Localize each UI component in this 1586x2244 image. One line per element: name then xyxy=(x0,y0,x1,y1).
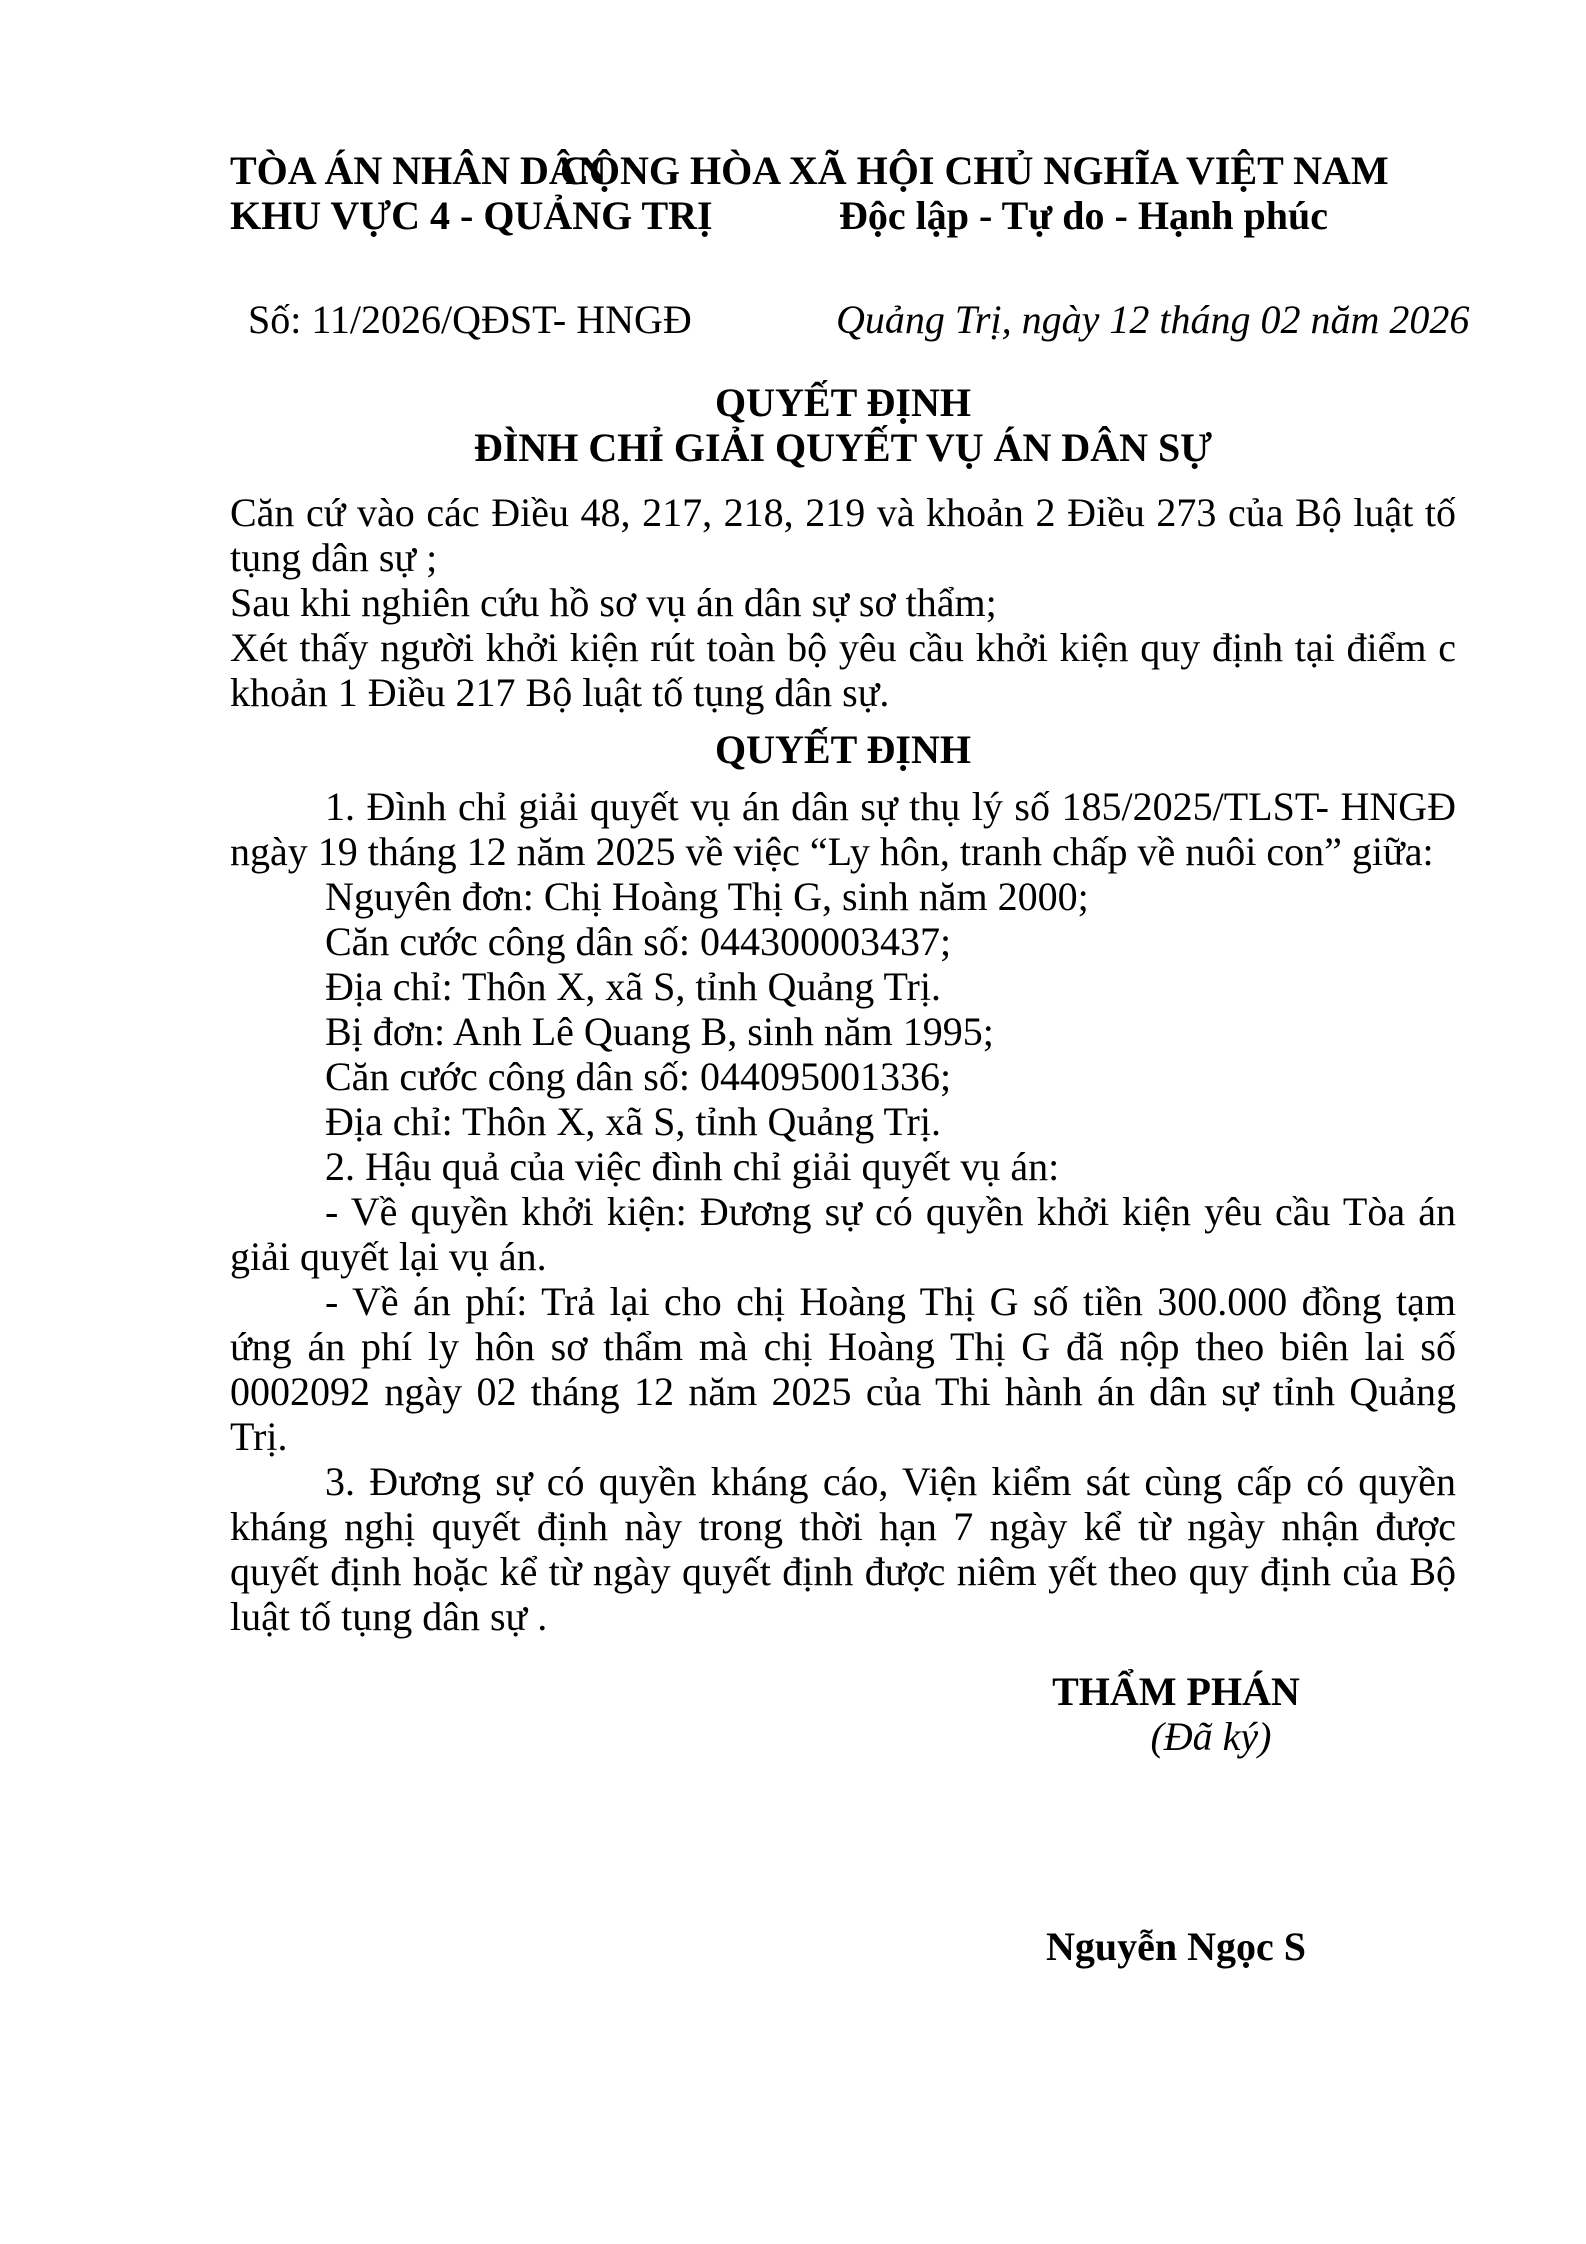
decision-heading: QUYẾT ĐỊNH xyxy=(715,727,971,772)
right-to-sue-line: - Về quyền khởi kiện: Đương sự có quyền khởi kiện yêu cầu Tòa án giải quyết lại vụ án. xyxy=(230,1189,1456,1279)
court-name-line1: TÒA ÁN NHÂN DÂN xyxy=(230,148,607,193)
signer-name: Nguyễn Ngọc S xyxy=(1045,1924,1307,1969)
preamble-line: Sau khi nghiên cứu hồ sơ vụ án dân sự sơ thẩm; xyxy=(230,580,997,625)
plaintiff-id-line: Căn cước công dân số: 044300003437; xyxy=(325,919,952,964)
signature-block xyxy=(896,1669,1456,1969)
defendant-id-line: Căn cước công dân số: 044095001336; xyxy=(325,1054,952,1099)
title-line2: ĐÌNH CHỈ GIẢI QUYẾT VỤ ÁN DÂN SỰ xyxy=(473,425,1213,470)
signer-role: THẨM PHÁN xyxy=(1052,1669,1300,1714)
national-motto-line2: Độc lập - Tự do - Hạnh phúc xyxy=(839,193,1328,238)
preamble-line: Xét thấy người khởi kiện rút toàn bộ yêu cầu khởi kiện quy định tại điểm c khoản 1 Điều 217 Bộ luật tố tụng dân sự. xyxy=(230,625,1456,715)
decision-item-3: 3. Đương sự có quyền kháng cáo, Viện kiểm sát cùng cấp có quyền kháng nghị quyết định này trong thời hạn 7 ngày kể từ ngày nhận được quyết định hoặc kể từ ngày quyết định được niêm yết theo quy định của Bộ luật tố tụng dân sự . xyxy=(230,1459,1456,1639)
decision-item-2: 2. Hậu quả của việc đình chỉ giải quyết vụ án: xyxy=(325,1144,1060,1189)
preamble-line: Căn cứ vào các Điều 48, 217, 218, 219 và khoản 2 Điều 273 của Bộ luật tố tụng dân sự ; xyxy=(230,490,1456,580)
plaintiff-line: Nguyên đơn: Chị Hoàng Thị G, sinh năm 2000; xyxy=(325,874,1089,919)
plaintiff-address-line: Địa chỉ: Thôn X, xã S, tỉnh Quảng Trị. xyxy=(325,964,941,1009)
national-motto-line1: CỘNG HÒA XÃ HỘI CHỦ NGHĨA VIỆT NAM xyxy=(560,148,1389,193)
decision-body xyxy=(230,784,1456,1639)
preamble-section xyxy=(230,490,1456,715)
title-line1: QUYẾT ĐỊNH xyxy=(715,380,971,425)
defendant-line: Bị đơn: Anh Lê Quang B, sinh năm 1995; xyxy=(325,1009,994,1054)
document-number: Số: 11/2026/QĐST- HNGĐ xyxy=(248,297,692,342)
number-and-date-row xyxy=(230,297,1470,342)
court-name-line2: KHU VỰC 4 - QUẢNG TRỊ xyxy=(230,193,713,238)
defendant-address-line: Địa chỉ: Thôn X, xã S, tỉnh Quảng Trị. xyxy=(325,1099,941,1144)
court-fee-line: - Về án phí: Trả lại cho chị Hoàng Thị G số tiền 300.000 đồng tạm ứng án phí ly hôn sơ thẩm mà chị Hoàng Thị G đã nộp theo biên lai số 0002092 ngày 02 tháng 12 năm 2025 của Thi hành án dân sự tỉnh Quảng Trị. xyxy=(230,1279,1456,1459)
document-title xyxy=(230,380,1456,470)
signed-note: (Đã ký) xyxy=(1150,1714,1272,1759)
decision-item-1: 1. Đình chỉ giải quyết vụ án dân sự thụ lý số 185/2025/TLST- HNGĐ ngày 19 tháng 12 năm 2025 về việc “Ly hôn, tranh chấp về nuôi con” giữa: xyxy=(230,784,1456,874)
place-and-date: Quảng Trị, ngày 12 tháng 02 năm 2026 xyxy=(836,297,1470,342)
document-header xyxy=(230,148,1456,238)
